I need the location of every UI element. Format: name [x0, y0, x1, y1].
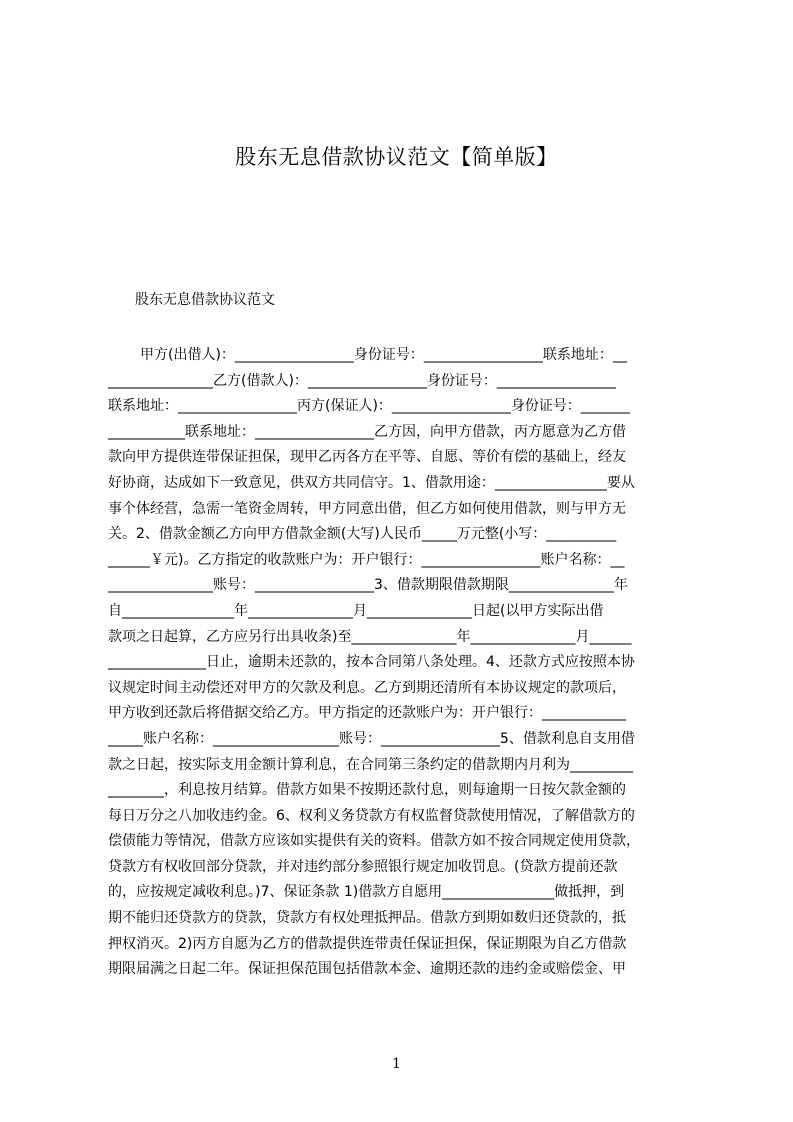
body-line: 款之日起，按实际支用金额计算利息，在合同第三条约定的借款期内月利为_________	[108, 756, 633, 773]
body-line: 关。2、借款金额乙方向甲方借款金额(大写)人民币_____万元整(小写：__________	[108, 526, 617, 543]
body-line: ________，利息按月结算。借款方如果不按期还款付息，则每逾期一日按欠款金额的	[108, 782, 626, 799]
body-line: _______________乙方(借款人)：_________________身份证号：_________________	[108, 372, 616, 389]
body-line: 期不能归还贷款方的贷款，贷款方有权处理抵押品。借款方到期如数归还贷款的，抵	[108, 910, 626, 927]
body-line: ______________日止，逾期未还款的，按本合同第八条处理。4、还款方式应按照本协	[108, 654, 635, 671]
body-line: 甲方(出借人)：_________________身份证号：_________________联系地址：__	[140, 347, 627, 363]
body-line: 押权消灭。2)丙方自愿为乙方的借款提供连带责任保证担保，保证期限为自乙方借款	[108, 935, 627, 952]
body-line: 联系地址：_________________丙方(保证人)：_________________身份证号：_______	[108, 398, 630, 415]
body-line: _______________账号：_________________3、借款期限借款期限_______________年	[108, 577, 628, 594]
body-line: 议规定时间主动偿还对甲方的欠款及利息。乙方到期还清所有本协议规定的款项后，	[108, 679, 626, 696]
body-line: ______￥元)。乙方指定的收款账户为：开户银行：_________________账户名称：__	[108, 551, 625, 568]
page-number: 1	[392, 1056, 401, 1072]
body-line: 贷款方有权收回部分贷款，并对违约部分参照银行规定加收罚息。(贷款方提前还款	[108, 858, 618, 875]
body-line: 期限届满之日起二年。保证担保范围包括借款本金、逾期还款的违约金或赔偿金、甲	[108, 961, 626, 978]
body-line: 每日万分之八加收违约金。6、权利义务贷款方有权监督贷款使用情况，了解借款方的	[108, 807, 635, 824]
body-line: 款向甲方提供连带保证担保，现甲乙丙各方在平等、自愿、等价有偿的基础上，经友	[108, 449, 626, 466]
body-line: 偿债能力等情况，借款方应该如实提供有关的资料。借款方如不按合同规定使用贷款，	[108, 833, 640, 850]
document-subtitle: 股东无息借款协议范文	[135, 292, 275, 308]
body-line: ___________联系地址：_________________乙方因，向甲方借款，丙方愿意为乙方借	[108, 423, 626, 440]
document-title: 股东无息借款协议范文【简单版】	[235, 145, 558, 169]
body-line: 事个体经营，急需一笔资金周转，甲方同意出借，但乙方如何使用借款，则与甲方无	[108, 500, 626, 517]
agreement-body	[108, 343, 698, 978]
body-line: 自________________年_______________月_______________日起(以甲方实际出借	[108, 602, 604, 619]
body-line: 好协商，达成如下一致意见，供双方共同信守。1、借款用途：________________要从	[108, 474, 635, 491]
body-line: _____账户名称：__________________账号：_________________5、借款利息自支用借	[108, 730, 635, 747]
body-line: 甲方收到还款后将借据交给乙方。甲方指定的还款账户为：开户银行：____________	[108, 705, 626, 722]
body-line: 的，应按规定减收利息。)7、保证条款 1)借款方自愿用________________做抵押，到	[108, 884, 625, 901]
body-line: 款项之日起算，乙方应另行出具收条)至_______________年_______________月______	[108, 628, 632, 645]
